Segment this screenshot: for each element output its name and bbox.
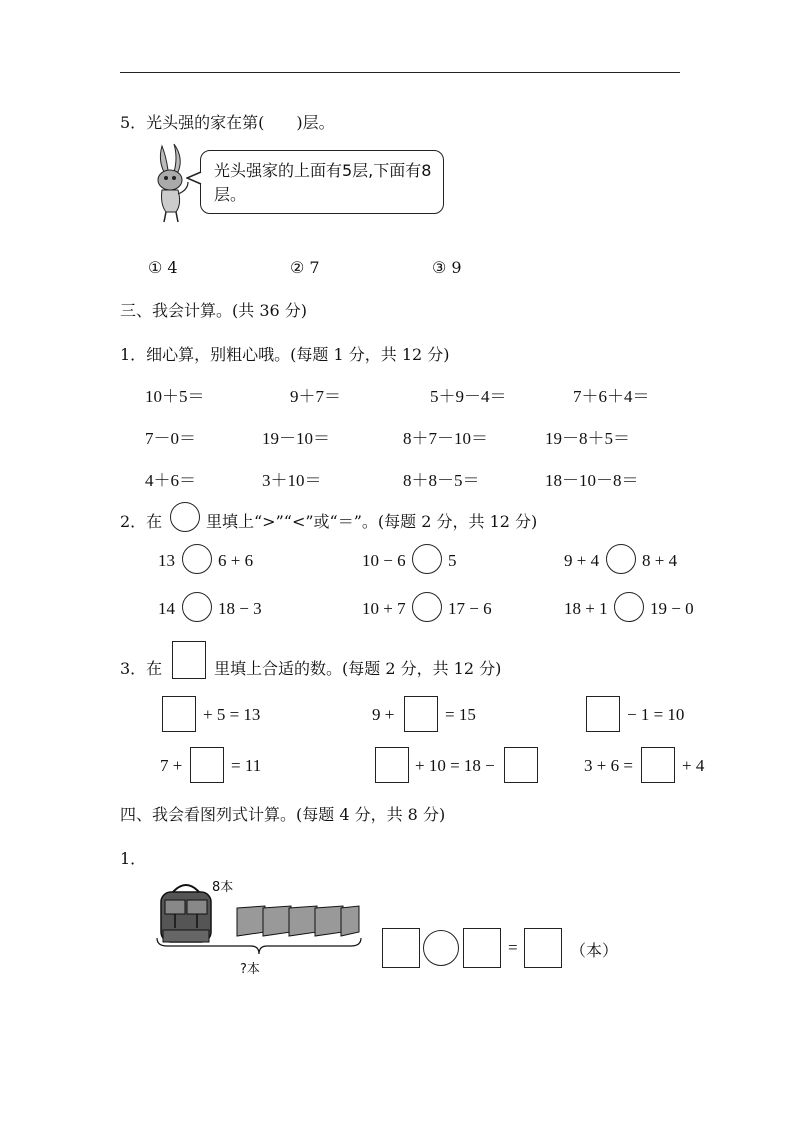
equation-text: 3 + 6 = [584, 756, 633, 775]
compare-circle[interactable] [614, 592, 644, 622]
books-illustration [155, 880, 365, 960]
calc-item: 7＋6＋4＝ [573, 387, 650, 406]
calc-item: 18－10－8＝ [545, 471, 639, 490]
s3-q2-title-post: 里填上“>”“<”或“＝”。(每题 2 分，共 12 分) [206, 512, 538, 531]
compare-left: 14 [158, 599, 175, 618]
s3-q3-title-post: 里填上合适的数。(每题 2 分，共 12 分) [214, 659, 502, 678]
calc-item: 7－0＝ [145, 429, 196, 448]
calc-item: 8＋7－10＝ [403, 429, 488, 448]
compare-right: 5 [448, 551, 457, 570]
answer-box[interactable] [190, 747, 224, 783]
backpack-icon [161, 885, 211, 942]
compare-left: 10 − 6 [362, 551, 406, 570]
calc-item: 4＋6＝ [145, 471, 196, 490]
answer-box[interactable] [641, 747, 675, 783]
operator-circle[interactable] [423, 930, 459, 966]
s4-q1-number: 1． [120, 849, 147, 868]
calc-item: 5＋9－4＝ [430, 387, 507, 406]
q5-text: 5．光头强的家在第( )层。 [120, 113, 335, 132]
equation-text: + 10 = 18 − [415, 756, 495, 775]
answer-box[interactable] [404, 696, 438, 732]
equation-text: = 11 [231, 756, 262, 775]
title-box-icon [172, 641, 206, 679]
answer-box[interactable] [382, 928, 420, 968]
compare-circle[interactable] [606, 544, 636, 574]
calc-item: 19－10＝ [262, 429, 330, 448]
speech-bubble [200, 150, 444, 214]
bubble-text: 光头强家的上面有5层,下面有8层。 [214, 161, 432, 204]
q5-option-3: ③ 9 [432, 258, 462, 277]
s3-q3-title-pre: 3．在 [120, 659, 163, 678]
answer-box[interactable] [524, 928, 562, 968]
compare-right: 18 − 3 [218, 599, 262, 618]
equation-text: + 5 = 13 [203, 705, 261, 724]
unit-label: （本） [570, 941, 619, 960]
q5-option-1: ① 4 [148, 258, 178, 277]
calc-item: 9＋7＝ [290, 387, 341, 406]
equation-text: 9 + [372, 705, 395, 724]
section3-title: 三、我会计算。(共 36 分) [120, 301, 308, 320]
section4-title: 四、我会看图列式计算。(每题 4 分，共 8 分) [120, 805, 446, 824]
calc-item: 10＋5＝ [145, 387, 205, 406]
equation-text: + 4 [682, 756, 705, 775]
q5-option-2: ② 7 [290, 258, 320, 277]
label-8-books: 8本 [212, 880, 234, 895]
answer-box[interactable] [162, 696, 196, 732]
equals-sign: = [508, 938, 518, 957]
compare-right: 8 + 4 [642, 551, 678, 570]
compare-circle[interactable] [182, 544, 212, 574]
calc-item: 3＋10＝ [262, 471, 322, 490]
compare-left: 18 + 1 [564, 599, 608, 618]
answer-box[interactable] [586, 696, 620, 732]
compare-right: 19 − 0 [650, 599, 694, 618]
s3-q2-title-pre: 2．在 [120, 512, 163, 531]
answer-box[interactable] [375, 747, 409, 783]
equation-text: 7 + [160, 756, 183, 775]
title-circle-icon [170, 502, 200, 532]
compare-circle[interactable] [412, 544, 442, 574]
compare-left: 10 + 7 [362, 599, 406, 618]
compare-right: 6 + 6 [218, 551, 254, 570]
compare-circle[interactable] [412, 592, 442, 622]
compare-circle[interactable] [182, 592, 212, 622]
answer-box[interactable] [463, 928, 501, 968]
bubble-tail [186, 170, 202, 186]
answer-box[interactable] [504, 747, 538, 783]
compare-right: 17 − 6 [448, 599, 492, 618]
s3-q1-title: 1．细心算，别粗心哦。(每题 1 分，共 12 分) [120, 345, 450, 364]
calc-item: 19－8＋5＝ [545, 429, 630, 448]
label-unknown-books: ?本 [240, 962, 260, 977]
top-rule [120, 72, 680, 73]
calc-item: 8＋8－5＝ [403, 471, 480, 490]
equation-text: − 1 = 10 [627, 705, 685, 724]
equation-text: = 15 [445, 705, 476, 724]
book-stack-icon [237, 906, 359, 936]
compare-left: 9 + 4 [564, 551, 600, 570]
compare-left: 13 [158, 551, 175, 570]
